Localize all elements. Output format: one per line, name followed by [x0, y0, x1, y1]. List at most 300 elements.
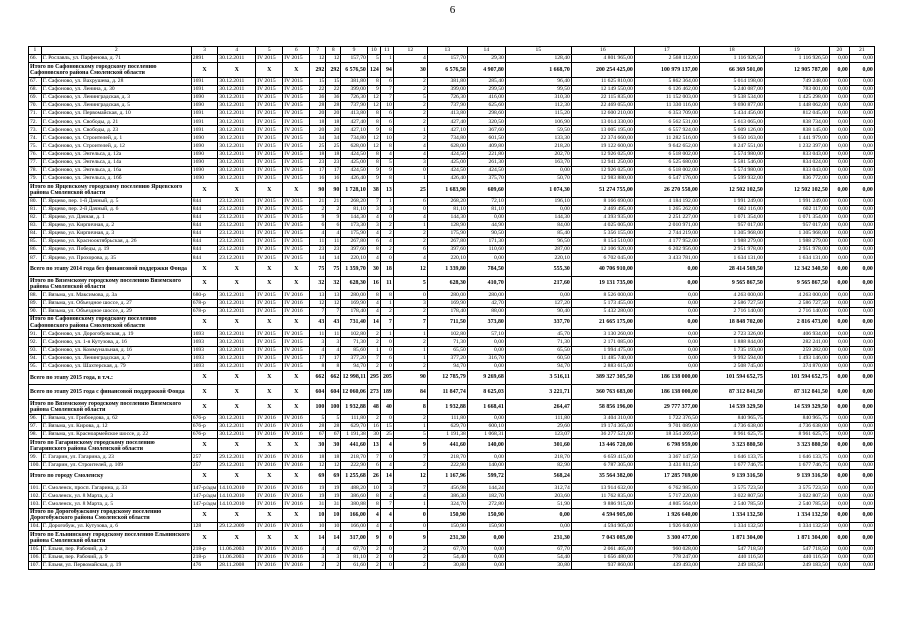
value-cell: 111,80 [341, 414, 368, 422]
value-cell: 1690 [191, 134, 217, 142]
value-cell: 1690 [191, 101, 217, 109]
value-cell: 54,40 [427, 553, 467, 561]
value-cell: 778 247,00 [634, 553, 699, 561]
value-cell: 380,88 [341, 500, 368, 508]
value-cell: 2 [393, 545, 427, 553]
value-cell: 1 634 131,00 [699, 254, 764, 262]
value-cell: 6 [380, 118, 393, 126]
value-cell: 280,00 [427, 291, 467, 299]
value-cell: IV 2015 [283, 346, 310, 354]
value-cell: 8 [367, 150, 380, 158]
subtotal-cell: 662 [310, 370, 326, 385]
value-cell: 144,24 [467, 484, 505, 492]
value-cell: 602 116,00 [699, 205, 764, 213]
value-cell: IV 2016 [283, 545, 310, 553]
value-cell: IV 2016 [283, 492, 310, 500]
value-cell: 413,80 [427, 110, 467, 118]
row-number: 97. [29, 422, 42, 430]
value-cell: 3 [310, 338, 326, 346]
value-cell: 409,80 [467, 142, 505, 150]
value-cell: 0,00 [829, 545, 849, 553]
row-number: 84. [29, 229, 42, 237]
value-cell: 169,90 [427, 299, 467, 307]
value-cell: 285,40 [467, 77, 505, 85]
value-cell: IV 2015 [283, 77, 310, 85]
subtotal-cell: 231,30 [505, 531, 571, 546]
value-cell: 0,00 [849, 126, 874, 134]
value-cell: 30.12.2011 [218, 158, 256, 166]
value-cell: 9 538 534,00 [699, 93, 764, 101]
value-cell: 17 [310, 354, 326, 362]
subtotal-cell: 7 043 085,00 [571, 531, 634, 546]
value-cell: 0 [380, 213, 393, 221]
value-cell: 259 282,00 [764, 346, 829, 354]
subtotal-cell: 12 905 787,00 [764, 63, 829, 78]
subtotal-cell: 9 565 867,50 [699, 276, 764, 291]
subtotal-cell: 4 [367, 508, 380, 523]
value-cell: 1 334 132,50 [764, 523, 829, 531]
address-cell: Г. Ярцево, пер. 1-й Дачный, д. 5 [41, 197, 191, 205]
value-cell: 21 [326, 197, 341, 205]
value-cell: 147-р/адм [192, 492, 217, 499]
address-cell: Г. Сафоново, ул. Энгельса, д. 16б [41, 174, 191, 182]
subtotal-cell: 150,90 [427, 508, 467, 523]
subtotal-cell: 0,00 [829, 469, 849, 484]
value-cell: 0,00 [849, 213, 874, 221]
value-cell: 5 [393, 93, 427, 101]
value-cell: 30.12.2011 [218, 150, 256, 158]
value-cell: 1 677 746,75 [699, 461, 764, 469]
value-cell: 9 [367, 126, 380, 134]
subtotal-cell: 3 323 880,50 [699, 438, 764, 453]
subtotal-cell: 0,00 [829, 315, 849, 330]
table-row [29, 101, 875, 109]
value-cell: 22 374 660,00 [571, 134, 634, 142]
value-cell: 2 [310, 205, 326, 213]
value-cell: 426,40 [427, 174, 467, 182]
subtotal-cell: 317,00 [341, 531, 368, 546]
subtotal-cell: 18 848 702,00 [699, 315, 764, 330]
value-cell: 381,80 [427, 77, 467, 85]
value-cell: 838 145,00 [764, 126, 829, 134]
value-cell: IV 2015 [283, 166, 310, 174]
value-cell: 0,00 [849, 221, 874, 229]
value-cell: 81,10 [341, 553, 368, 561]
value-cell: 1690 [191, 150, 217, 158]
value-cell: 42,70 [467, 299, 505, 307]
subtotal-cell: 12 502 102,50 [764, 182, 829, 197]
value-cell: 0 [393, 166, 427, 174]
address-cell: Г. Ельня, пер. Рабочий, д. 2 [41, 545, 191, 553]
value-cell: 14.10.2010 [218, 484, 256, 492]
table-row [29, 291, 875, 299]
value-cell: 1691 [191, 118, 217, 126]
value-cell: IV 2015 [256, 110, 283, 118]
value-cell: 0,00 [829, 166, 849, 174]
subtotal-cell: 90 [393, 370, 427, 385]
subtotal-cell: 40 [380, 399, 393, 414]
table-row [29, 126, 875, 134]
value-cell: 8 166 690,00 [571, 197, 634, 205]
value-cell: 0,00 [829, 77, 849, 85]
value-cell: 30.12.2011 [218, 414, 256, 422]
value-cell: 6 [367, 461, 380, 469]
value-cell: 6 547 176,00 [634, 174, 699, 182]
subtotal-cell: 69 [326, 469, 341, 484]
table-row [29, 484, 875, 492]
value-cell: 16 [326, 174, 341, 182]
value-cell: 150,90 [467, 523, 505, 531]
value-cell: 81,10 [467, 205, 505, 213]
value-cell: 12 [367, 93, 380, 101]
value-cell: IV 2015 [283, 93, 310, 101]
value-cell: IV 2015 [256, 307, 283, 315]
value-cell: IV 2015 [256, 158, 283, 166]
value-cell: 547 718,50 [699, 545, 764, 553]
value-cell: 3 [367, 221, 380, 229]
value-cell: 16 [367, 422, 380, 430]
value-cell: 218,70 [341, 453, 368, 461]
value-cell: 5 613 065,00 [699, 118, 764, 126]
subtotal-cell: 410,70 [467, 276, 505, 291]
value-cell: 0,00 [634, 291, 699, 299]
value-cell: 399,00 [341, 85, 368, 93]
value-cell: 600,10 [467, 422, 505, 430]
row-number: 95. [29, 362, 42, 370]
subtotal-cell: 18 [380, 262, 393, 277]
value-cell: 386,30 [427, 492, 467, 500]
row-number: 82. [29, 213, 42, 221]
value-cell: 4 [326, 346, 341, 354]
value-cell: 726,30 [341, 93, 368, 101]
subtotal-cell: 101 594 652,75 [764, 370, 829, 385]
address-cell: Г. Сафоново, ул. Свободы, д. 21 [41, 118, 191, 126]
value-cell: 4 [393, 142, 427, 150]
value-cell: 10 [326, 523, 341, 531]
value-cell: 19 174 365,00 [571, 422, 634, 430]
value-cell: 0,00 [849, 254, 874, 262]
row-number: 88. [29, 291, 42, 299]
subtotal-label: Итого по Сафоновскому городскому поселению Сафоновского района Смоленской области [29, 315, 192, 330]
value-cell: 1 656 480,00 [571, 553, 634, 561]
value-cell: 6 [380, 110, 393, 118]
address-cell: Г. Сафоново, ул. Ленинградская, д. 5 [41, 101, 191, 109]
value-cell: 5 599 932,00 [699, 174, 764, 182]
column-number: 16 [571, 47, 634, 55]
column-number: 3 [191, 47, 217, 55]
value-cell: 36 277 521,00 [571, 430, 634, 438]
value-cell: 0,00 [849, 338, 874, 346]
subtotal-cell: 12 060,06 [341, 385, 368, 400]
value-cell: 133,30 [505, 134, 571, 142]
subtotal-cell: X [218, 385, 256, 400]
subtotal-cell: 26 [367, 469, 380, 484]
subtotal-cell: 205 [380, 370, 393, 385]
value-cell: 6 525 680,00 [634, 158, 699, 166]
subtotal-cell: 14 [380, 469, 393, 484]
value-cell: 0 [380, 362, 393, 370]
value-cell: 111,80 [505, 414, 571, 422]
subtotal-cell: 51 274 755,00 [571, 182, 634, 197]
subtotal-cell: 0,00 [849, 262, 874, 277]
row-number: 76. [29, 150, 42, 158]
value-cell: 0 [380, 346, 393, 354]
value-cell: 6 [367, 237, 380, 245]
value-cell: 0,00 [829, 291, 849, 299]
table-row [29, 561, 875, 569]
value-cell: 30.12.2011 [218, 126, 256, 134]
subtotal-cell: 5 [393, 276, 427, 291]
value-cell: 424,50 [427, 150, 467, 158]
subtotal-label: Итого по Ельнинскому городскому поселению Ельнинского района Смоленской области [30, 531, 190, 544]
value-cell: IV 2015 [256, 126, 283, 134]
subtotal-cell: 12 998,11 [341, 370, 368, 385]
table-row [29, 254, 875, 262]
column-number: 8 [326, 47, 341, 55]
value-cell: 30.12.2011 [218, 346, 256, 354]
row-number: 66. [29, 55, 42, 63]
subtotal-cell: 0,00 [467, 531, 505, 546]
value-cell: 0,00 [829, 354, 849, 362]
value-cell: 44,90 [467, 221, 505, 229]
value-cell: 115,20 [505, 110, 571, 118]
value-cell: 34 [326, 134, 341, 142]
value-cell: 844 [191, 254, 217, 262]
value-cell: 28 [310, 101, 326, 109]
value-cell: 31 [326, 500, 341, 508]
value-cell: 4 805 564,00 [634, 500, 699, 508]
value-cell: 28 [326, 422, 341, 430]
value-cell: 23.12.2011 [218, 205, 256, 213]
value-cell: IV 2015 [256, 338, 283, 346]
subtotal-label: Итого по Вяземскому городскому поселению Вяземского района Смоленской области [29, 399, 192, 414]
value-cell: 0,00 [849, 85, 874, 93]
value-cell: 2 [393, 237, 427, 245]
value-cell: 57,10 [467, 330, 505, 338]
value-cell: IV 2015 [256, 246, 283, 254]
value-cell: 249 183,50 [764, 561, 829, 569]
value-cell: 0,00 [634, 307, 699, 315]
value-cell: 8 [380, 291, 393, 299]
address-cell: Г. Ельня, пер. Рабочий, д. 9 [41, 553, 191, 561]
value-cell: 18 [326, 118, 341, 126]
table-row [29, 110, 875, 118]
address-cell: Г. Сафоново, ул. Первомайская, д. 10 [41, 110, 191, 118]
value-cell: 28 [326, 101, 341, 109]
address-cell: Г. Вязьма, ул. Объездное шоссе, д. 27 [41, 299, 191, 307]
subtotal-cell: 628,30 [341, 276, 368, 291]
value-cell: IV 2015 [283, 174, 310, 182]
column-number: 14 [467, 47, 505, 55]
subtotal-cell: 40 706 910,00 [571, 262, 634, 277]
subtotal-cell: 3 221,71 [505, 385, 571, 400]
subtotal-label: Итого по Сафоновскому городскому поселению Сафоновского района Смоленской области [29, 63, 192, 78]
value-cell: 1693 [191, 330, 217, 338]
subtotal-cell: 360 763 683,00 [571, 385, 634, 400]
value-cell: 128,90 [427, 221, 467, 229]
value-cell: 6 702 045,00 [571, 254, 634, 262]
value-cell: 17 [326, 166, 341, 174]
value-cell: 8 [380, 142, 393, 150]
value-cell: IV 2016 [283, 553, 310, 561]
value-cell: 0,00 [849, 118, 874, 126]
value-cell: 0,00 [829, 461, 849, 469]
value-cell: IV 2015 [256, 174, 283, 182]
value-cell: 13 914 632,00 [571, 484, 634, 492]
subtotal-cell: X [191, 438, 217, 453]
value-cell: 547 718,50 [764, 545, 829, 553]
value-cell: 4 [393, 492, 427, 500]
value-cell: 7 [326, 307, 341, 315]
subtotal-cell: 1 871 304,00 [699, 531, 764, 546]
subtotal-cell: 0,00 [829, 370, 849, 385]
subtotal-cell: X [283, 508, 310, 523]
subtotal-cell: 0,00 [829, 182, 849, 197]
value-cell: 1690 [191, 142, 217, 150]
value-cell: 4 [326, 229, 341, 237]
value-cell: 21 [310, 197, 326, 205]
value-cell: 836 772,00 [764, 174, 829, 182]
value-cell: IV 2016 [256, 500, 283, 508]
subtotal-cell: 13 [367, 438, 380, 453]
subtotal-cell: 7 [393, 315, 427, 330]
value-cell: 218,70 [505, 453, 571, 461]
column-number: 18 [699, 47, 764, 55]
subtotal-cell: X [256, 385, 283, 400]
value-cell: 4 [380, 150, 393, 158]
table-row [29, 338, 875, 346]
value-cell: IV 2015 [283, 110, 310, 118]
value-cell: 11 [310, 237, 326, 245]
value-cell: 8 [367, 118, 380, 126]
value-cell: 9 642 652,00 [634, 142, 699, 150]
subtotal-cell: X [283, 531, 310, 546]
value-cell: 0,00 [849, 237, 874, 245]
value-cell: IV 2015 [256, 166, 283, 174]
value-cell: 374 870,00 [764, 362, 829, 370]
value-cell: 36 [326, 93, 341, 101]
value-cell: 0,00 [634, 362, 699, 370]
value-cell: 20 [310, 126, 326, 134]
subtotal-cell: 0,00 [829, 63, 849, 78]
value-cell: 30.12.2011 [218, 291, 256, 299]
value-cell: 9 [367, 85, 380, 93]
value-cell: 11 330 116,00 [634, 101, 699, 109]
value-cell: 844 [191, 205, 217, 213]
value-cell: 2 [393, 414, 427, 422]
value-cell: 1 068,31 [467, 430, 505, 438]
value-cell: 3 [393, 158, 427, 166]
value-cell: 71,30 [427, 338, 467, 346]
value-cell: 22 [310, 85, 326, 93]
value-cell: 8 526 000,00 [571, 291, 634, 299]
value-cell: 1 991 249,00 [699, 197, 764, 205]
value-cell: 8 [367, 291, 380, 299]
subtotal-cell: X [218, 276, 256, 291]
subtotal-cell: 14 [367, 315, 380, 330]
subtotal-cell: 100 [326, 399, 341, 414]
value-cell: 424,50 [341, 166, 368, 174]
value-cell: IV 2015 [283, 101, 310, 109]
value-cell: 1 646 133,75 [699, 453, 764, 461]
subtotal-cell: 1 339,80 [427, 262, 467, 277]
value-cell: 406 934,00 [764, 330, 829, 338]
table-row [29, 307, 875, 315]
row-number: 79. [29, 174, 42, 182]
value-cell: 1691 [191, 126, 217, 134]
value-cell: 0 [380, 338, 393, 346]
value-cell: 3 022 807,50 [699, 492, 764, 500]
value-cell: 1 [393, 354, 427, 362]
address-cell: Г. Сафоново, ул. Шахтерская, д. 79 [41, 362, 191, 370]
value-cell: 427,40 [341, 118, 368, 126]
subtotal-cell: X [256, 438, 283, 453]
row-number: 67. [29, 77, 42, 85]
value-cell: IV 2015 [283, 229, 310, 237]
row-number: 70. [29, 101, 42, 109]
value-cell: 4 [367, 213, 380, 221]
subtotal-cell: 9 [393, 438, 427, 453]
value-cell: IV 2015 [256, 330, 283, 338]
value-cell: 123,07 [505, 430, 571, 438]
table-row [29, 246, 875, 254]
value-cell: 1693 [191, 346, 217, 354]
value-cell: 833 043,00 [764, 166, 829, 174]
row-number: 105. [30, 546, 40, 553]
value-cell: 9 [367, 166, 380, 174]
value-cell: 6 787 305,00 [571, 461, 634, 469]
value-cell: 310,30 [505, 93, 571, 101]
value-cell: 2 [367, 553, 380, 561]
value-cell: 30.12.2011 [218, 142, 256, 150]
value-cell: 128,40 [505, 55, 571, 63]
row-number: 106. [30, 554, 40, 561]
subtotal-cell: X [283, 63, 310, 78]
value-cell: 13 005 195,00 [571, 126, 634, 134]
subtotal-cell: 1 728,10 [341, 182, 368, 197]
subtotal-row [29, 315, 875, 330]
value-cell: 1 265 262,00 [634, 205, 699, 213]
value-cell: 0,00 [849, 461, 874, 469]
subtotal-label: Всего по этапу 2015 года с финансовой поддержкой Фонда [29, 385, 192, 400]
value-cell: IV 2015 [283, 338, 310, 346]
address-cell: Г. Смоленск, ул. 8 Марта, д. 3 [41, 492, 191, 500]
value-cell: 734,80 [341, 134, 368, 142]
value-cell: 0,00 [829, 237, 849, 245]
value-cell: 0,00 [849, 330, 874, 338]
value-cell: IV 2015 [256, 221, 283, 229]
value-cell: 0,00 [849, 134, 874, 142]
value-cell: 4 [380, 237, 393, 245]
subtotal-cell: 28 414 569,50 [699, 262, 764, 277]
subtotal-cell: 0,00 [829, 531, 849, 546]
value-cell: 2 [367, 561, 380, 569]
value-cell: 2 [380, 246, 393, 254]
subtotal-cell: 30 [367, 262, 380, 277]
subtotal-cell: 1 334 132,50 [699, 508, 764, 523]
row-number: 81. [29, 205, 42, 213]
subtotal-cell: 35 564 382,00 [571, 469, 634, 484]
value-cell: 1 926 640,00 [634, 523, 699, 531]
value-cell: 8 [367, 492, 380, 500]
subtotal-cell: 1 926 640,00 [634, 508, 699, 523]
value-cell: 6 762 985,00 [634, 484, 699, 492]
value-cell: IV 2015 [283, 213, 310, 221]
address-cell: Г. Сафоново, ул. Ленинградская, д. 3 [41, 93, 191, 101]
value-cell: 5 432 280,00 [571, 307, 634, 315]
table-row [29, 330, 875, 338]
value-cell: 629,70 [427, 422, 467, 430]
